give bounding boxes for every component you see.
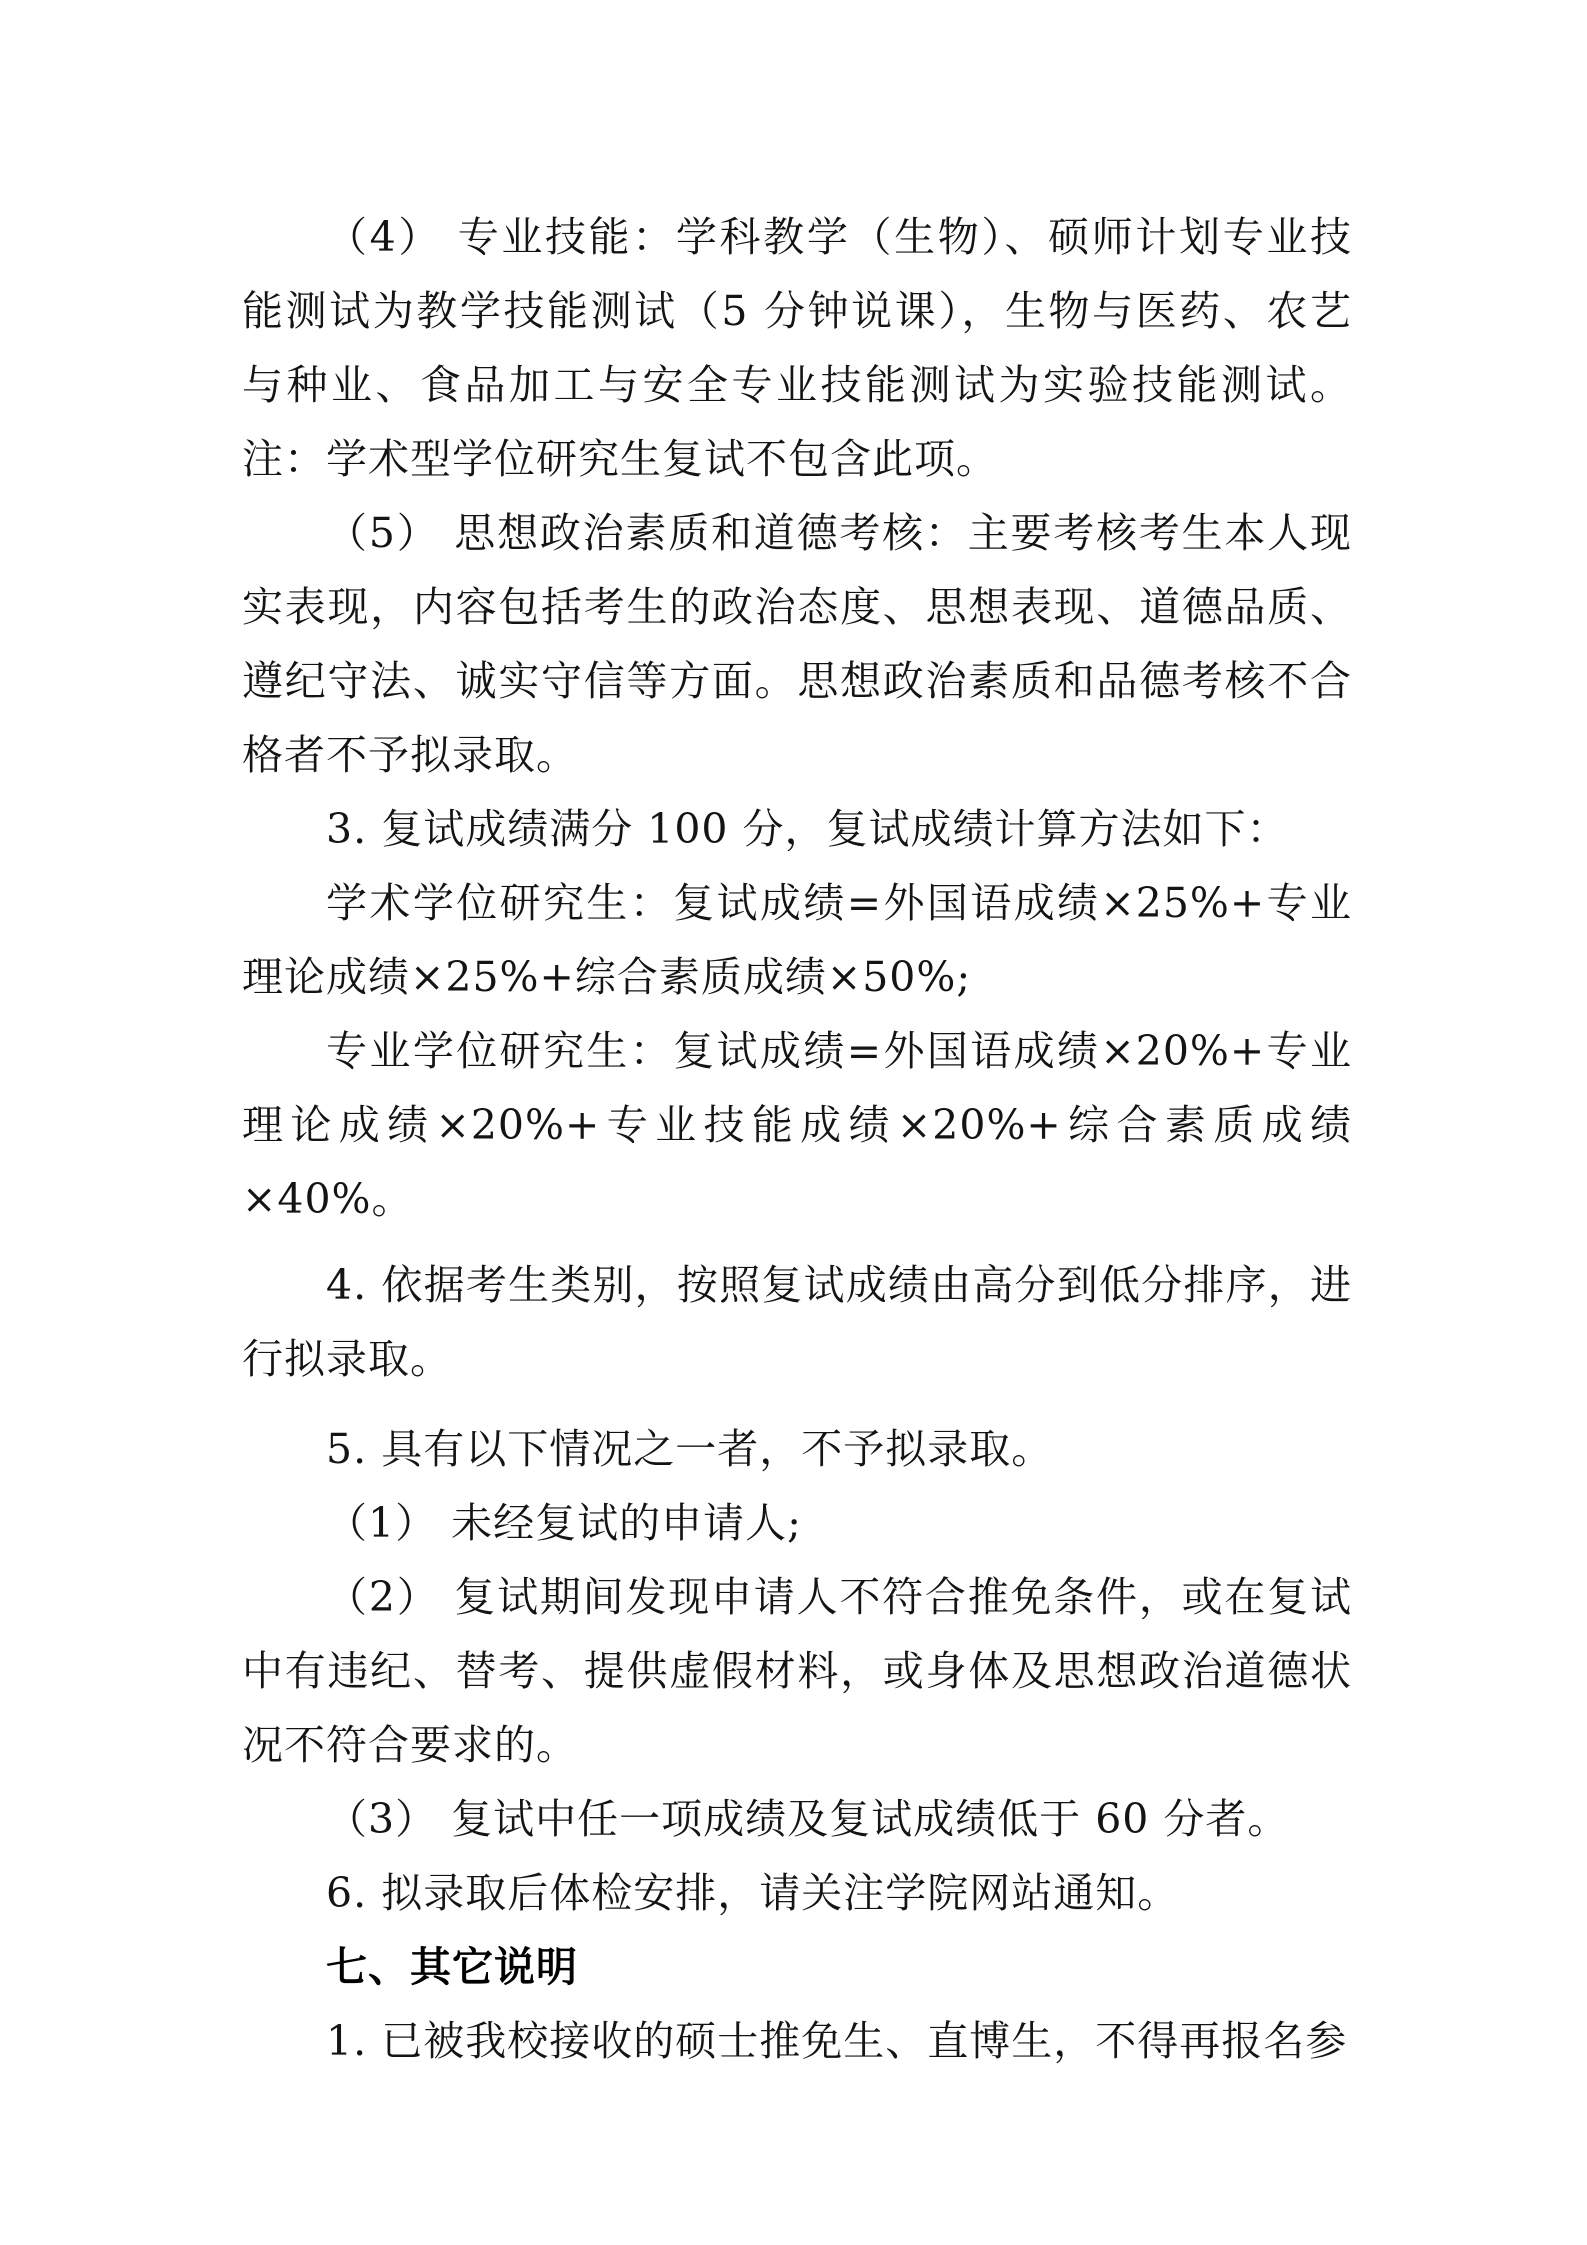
- paragraph-academic-formula: 学术学位研究生：复试成绩=外国语成绩×25%+专业理论成绩×25%+综合素质成绩×50%;: [242, 879, 1352, 1001]
- paragraph-disqualification-1: （1） 未经复试的申请人;: [326, 1499, 802, 1547]
- paragraph-disqualification-3: （3） 复试中任一项成绩及复试成绩低于 60 分者。: [326, 1795, 1290, 1843]
- paragraph-medical-exam: 6. 拟录取后体检安排，请关注学院网站通知。: [326, 1869, 1180, 1917]
- paragraph-political-moral-assessment: （5） 思想政治素质和道德考核：主要考核考生本人现实表现，内容包括考生的政治态度、思想表现、道德品质、遵纪守法、诚实守信等方面。思想政治素质和品德考核不合格者不予拟录取。: [242, 509, 1352, 779]
- section-heading-other-notes: 七、其它说明: [326, 1943, 579, 1991]
- paragraph-disqualification-intro: 5. 具有以下情况之一者，不予拟录取。: [326, 1425, 1054, 1473]
- paragraph-professional-formula: 专业学位研究生：复试成绩=外国语成绩×20%+专业理论成绩×20%+专业技能成绩×20%+综合素质成绩×40%。: [242, 1027, 1352, 1223]
- document-body: [242, 200, 1352, 2078]
- paragraph-score-rule: 3. 复试成绩满分 100 分，复试成绩计算方法如下：: [326, 805, 1289, 853]
- paragraph-other-note-1: 1. 已被我校接收的硕士推免生、直博生，不得再报名参: [326, 2017, 1348, 2065]
- paragraph-disqualification-2: （2） 复试期间发现申请人不符合推免条件，或在复试中有违纪、替考、提供虚假材料，或身体及思想政治道德状况不符合要求的。: [242, 1573, 1352, 1769]
- paragraph-ranking-rule: 4. 依据考生类别，按照复试成绩由高分到低分排序，进行拟录取。: [242, 1261, 1352, 1383]
- paragraph-professional-skills: （4） 专业技能：学科教学（生物）、硕师计划专业技能测试为教学技能测试（5 分钟说课），生物与医药、农艺与种业、食品加工与安全专业技能测试为实验技能测试。注：学术型学位研究生复试不包含此项。: [242, 213, 1352, 483]
